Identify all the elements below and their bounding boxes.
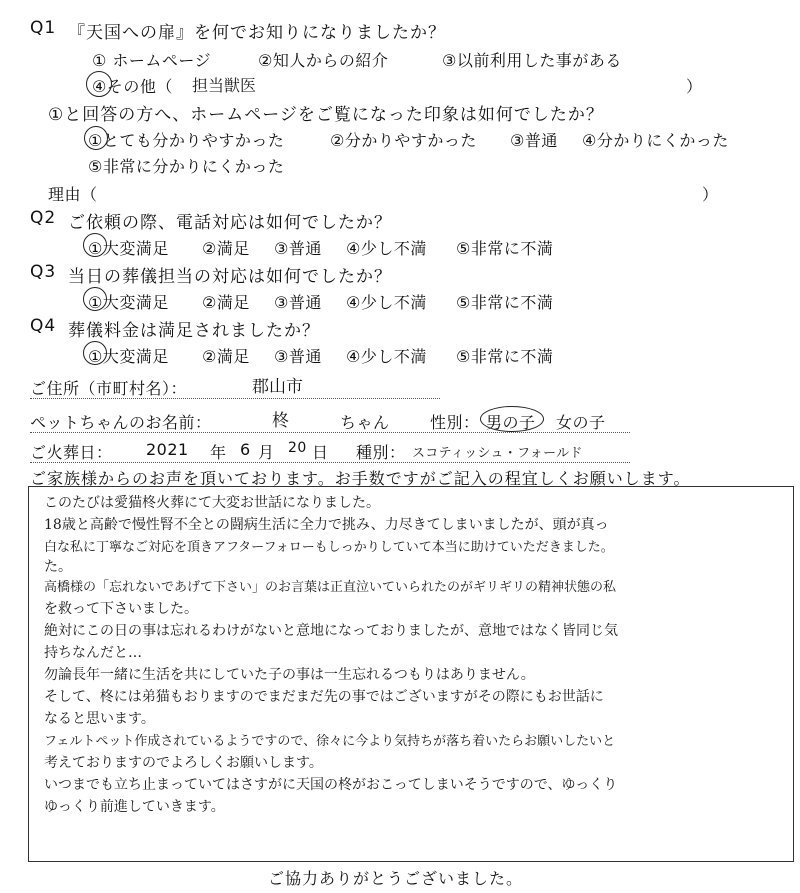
comment-line: 18歳と高齢で慢性腎不全との闘病生活に全力で挑み、力尽きてしまいましたが、頭が真っ (44, 517, 609, 533)
sex-female[interactable]: 女の子 (556, 413, 606, 432)
comment-line: 考えておりますのでよろしくお願いします。 (44, 755, 323, 771)
selected-mark (480, 406, 544, 432)
date-year-unit: 年 (210, 443, 227, 462)
q4-option-3[interactable]: ③普通 (274, 347, 322, 366)
pet-name-suffix: ちゃん (340, 413, 390, 432)
comment-line: た。 (44, 559, 72, 575)
q1-option-4[interactable]: ④その他（ (92, 77, 173, 96)
comment-line: このたびは愛猫柊火葬にて大変お世話になりました。 (44, 495, 380, 511)
q4-option-1[interactable]: ①大変満足 (88, 347, 169, 366)
q1-sub-question: ①と回答の方へ、ホームページをご覧になった印象は如何でしたか？ (48, 105, 604, 125)
address-underline (30, 398, 440, 399)
sex-label: 性別： (430, 413, 480, 432)
q3-option-4[interactable]: ④少し不満 (346, 293, 427, 312)
pet-name-value[interactable]: 柊 (272, 411, 289, 431)
date-day[interactable]: 20 (288, 440, 307, 456)
q1-question: 『天国への扉』を何でお知りになりましたか？ (68, 23, 446, 43)
q2-option-4[interactable]: ④少し不満 (346, 239, 427, 258)
q3-option-3[interactable]: ③普通 (274, 293, 322, 312)
comment-prompt: ご家族様からのお声を頂いております。お手数ですがご記入の程宜しくお願いします。 (30, 469, 691, 488)
selected-mark (86, 71, 112, 97)
q2-option-5[interactable]: ⑤非常に不満 (456, 239, 554, 258)
date-label: ご火葬日： (30, 443, 113, 462)
date-day-unit: 日 (312, 443, 329, 462)
selected-mark (84, 126, 108, 150)
q1-option-2[interactable]: ②知人からの紹介 (258, 51, 389, 70)
comment-line: を救って下さいました。 (44, 601, 198, 617)
q3-number: Q3 (30, 262, 57, 282)
q4-option-4[interactable]: ④少し不満 (346, 347, 427, 366)
q4-question: 葬儀料金は満足されましたか？ (68, 321, 320, 341)
q4-option-5[interactable]: ⑤非常に不満 (456, 347, 554, 366)
q3-option-5[interactable]: ⑤非常に不満 (456, 293, 554, 312)
selected-mark (83, 341, 107, 365)
q1-sub-option-1[interactable]: ①とても分かりやすかった (88, 131, 285, 150)
comment-line: なると思います。 (44, 711, 155, 727)
comment-line: フェルトペット作成されているようですので、徐々に今より気持ちが落ち着いたらお願いしたいと (44, 734, 616, 749)
comment-line: 持ちなんだと… (44, 645, 142, 661)
pet-name-label: ペットちゃんのお名前： (30, 413, 212, 432)
date-year[interactable]: 2021 (146, 440, 189, 459)
q2-number: Q2 (30, 208, 57, 228)
comment-line: 白な私に丁寧なご対応を頂きアフターフォローもしっかりしていて本当に助けていただきました。 (44, 540, 614, 555)
q1-sub-option-5[interactable]: ⑤非常に分かりにくかった (88, 157, 285, 176)
comment-line: 高橋様の「忘れないであげて下さい」のお言葉は正直泣いていられたのがギリギリの精神状態の私 (44, 580, 617, 595)
q1-other-close: ） (686, 77, 703, 96)
q1-sub-option-3[interactable]: ③普通 (510, 131, 558, 150)
date-month-unit: 月 (258, 443, 275, 462)
q1-number: Q1 (30, 18, 57, 38)
address-label: ご住所（市町村名）： (30, 379, 188, 398)
date-month[interactable]: 6 (240, 440, 251, 459)
comment-line: そして、柊には弟猫もおりますのでまだまだ先の事ではございますがその際にもお世話に (44, 689, 604, 705)
comment-line: 絶対にこの日の事は忘れるわけがないと意地になっておりましたが、意地ではなく皆同じ気 (44, 623, 618, 639)
comment-line: 勿論長年一緒に生活を共にしていた子の事は一生忘れるつもりはありません。 (44, 667, 535, 683)
reason-label: 理由（ (48, 185, 98, 204)
address-value[interactable]: 郡山市 (252, 377, 303, 397)
comment-line: いつまでも立ち止まっていてはさすがに天国の柊がおこってしまいそうですので、ゆっくり (44, 777, 618, 793)
footer-thanks: ご協力ありがとうございました。 (268, 869, 524, 888)
q1-option-1[interactable]: ① ホームページ (92, 51, 212, 70)
q3-option-1[interactable]: ①大変満足 (88, 293, 169, 312)
sex-male[interactable]: 男の子 (486, 413, 536, 432)
q1-sub-option-4[interactable]: ④分かりにくかった (582, 131, 729, 150)
species-value[interactable]: スコティッシュ・フォールド (412, 446, 583, 461)
q4-number: Q4 (30, 316, 57, 336)
q2-option-1[interactable]: ①大変満足 (88, 239, 169, 258)
q2-option-2[interactable]: ②満足 (202, 239, 250, 258)
q4-option-2[interactable]: ②満足 (202, 347, 250, 366)
q2-question: ご依頼の際、電話対応は如何でしたか？ (68, 213, 392, 233)
species-label: 種別： (356, 443, 406, 462)
q1-option-3[interactable]: ③以前利用した事がある (442, 51, 622, 70)
reason-close: ） (702, 185, 719, 204)
selected-mark (83, 287, 107, 311)
q2-option-3[interactable]: ③普通 (274, 239, 322, 258)
date-underline (30, 462, 630, 463)
q1-sub-option-2[interactable]: ②分かりやすかった (330, 131, 477, 150)
q3-option-2[interactable]: ②満足 (202, 293, 250, 312)
q1-other-value: 担当獣医 (192, 76, 257, 95)
pet-underline (30, 432, 630, 433)
comment-line: ゆっくり前進していきます。 (44, 799, 225, 815)
selected-mark (83, 233, 107, 257)
q3-question: 当日の葬儀担当の対応は如何でしたか？ (68, 267, 392, 287)
